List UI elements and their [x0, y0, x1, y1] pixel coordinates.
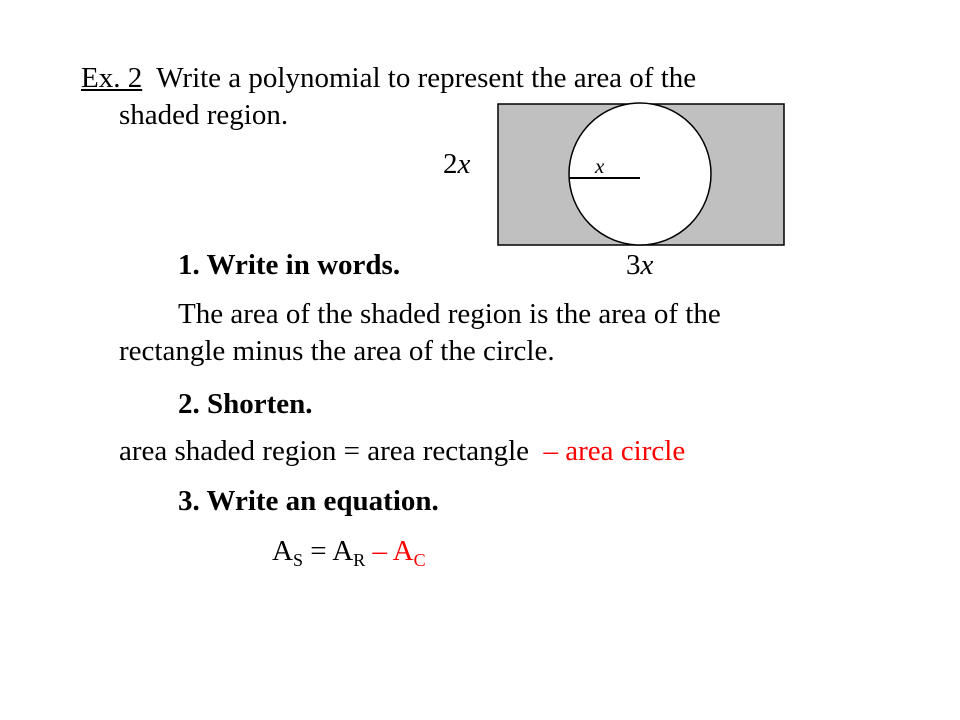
shorten-circle-part: – area circle — [543, 435, 686, 467]
example-label: Ex. 2 — [81, 62, 143, 94]
equals-sign: = — [302, 535, 333, 567]
minus-sign: – — [365, 535, 393, 567]
height-variable: x — [457, 148, 471, 180]
width-coefficient: 3 — [626, 249, 641, 281]
heading-line1 — [81, 61, 696, 95]
step3-label: 3. Write an equation. — [178, 485, 439, 517]
heading-text: Write a polynomial to represent the area of the — [156, 62, 697, 94]
shaded-region-figure — [497, 102, 787, 248]
heading-text-continued: shaded region. — [119, 99, 289, 131]
area-rectangle-symbol: $A_R$ — [332, 535, 366, 570]
heading-line2 — [119, 98, 288, 132]
height-label — [443, 147, 470, 181]
height-coefficient: 2 — [443, 148, 458, 180]
width-variable: x — [640, 249, 654, 281]
step1-label: 1. Write in words. — [178, 249, 401, 281]
circle-shape — [569, 103, 711, 245]
area-circle-symbol: $A_C$ — [392, 535, 426, 570]
area-shaded-symbol: $A_S$ — [272, 535, 303, 570]
shorten-rectangle-part: area shaded region = area rectangle — [119, 435, 530, 467]
equation — [272, 534, 426, 577]
width-label — [626, 248, 653, 282]
radius-label: x — [595, 154, 605, 178]
sentence-line2: rectangle minus the area of the circle. — [119, 335, 555, 367]
step2-label: 2. Shorten. — [178, 388, 313, 420]
sentence-line1: The area of the shaded region is the area of the — [178, 298, 721, 330]
shorten-line — [119, 434, 685, 468]
